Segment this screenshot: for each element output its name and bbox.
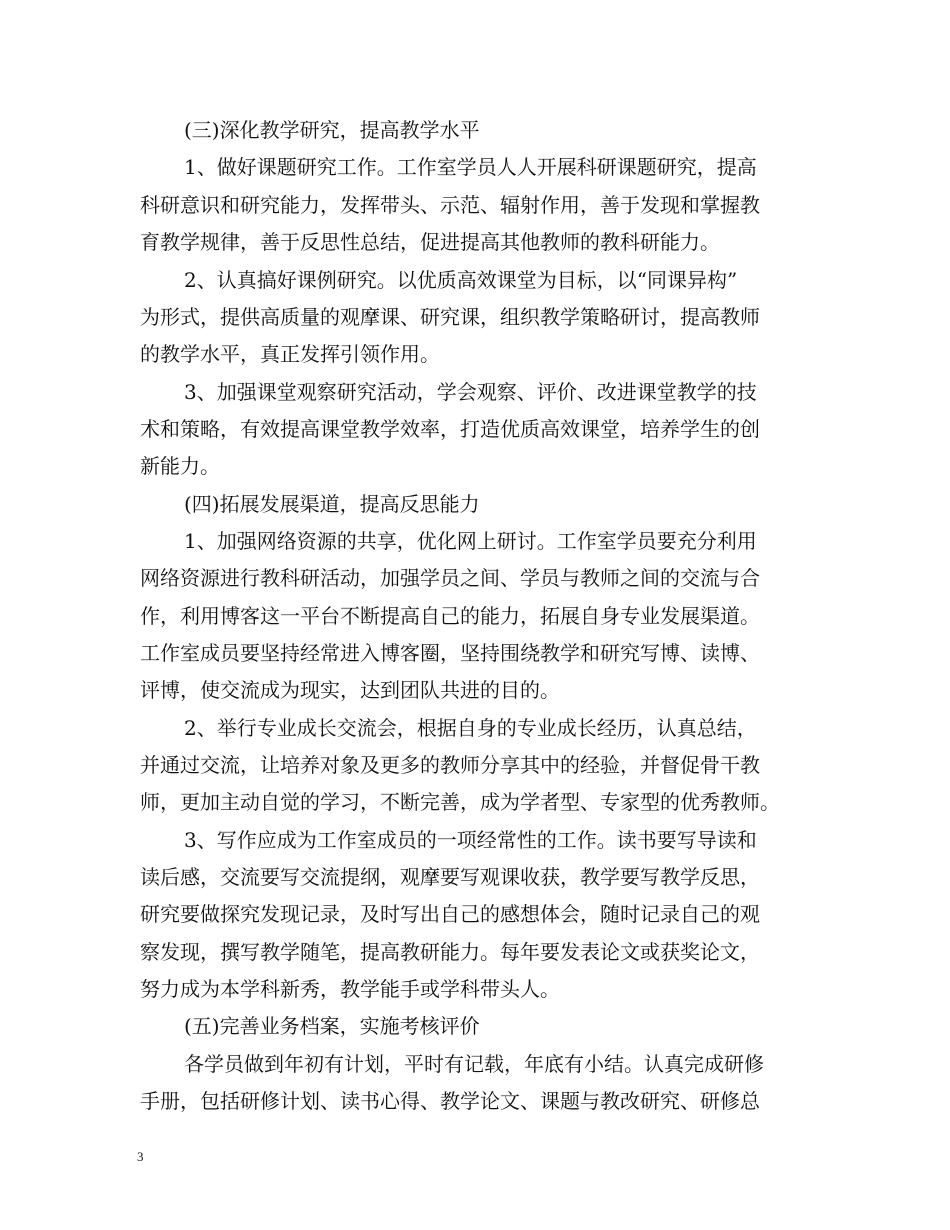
paragraph-line: 1、做好课题研究工作。工作室学员人人开展科研课题研究，提高	[184, 155, 757, 179]
paragraph-line: 育教学规律，善于反思性总结，促进提高其他教师的教科研能力。	[140, 230, 720, 254]
section-heading-4: (四)拓展发展渠道，提高反思能力	[184, 492, 480, 516]
paragraph-line: 作，利用博客这一平台不断提高自己的能力，拓展自身专业发展渠道。	[140, 604, 760, 628]
paragraph-line: 3、加强课堂观察研究活动，学会观察、评价、改进课堂教学的技	[184, 380, 757, 404]
section-heading-3: (三)深化教学研究，提高教学水平	[184, 118, 480, 142]
paragraph-line: 研究要做探究发现记录，及时写出自己的感想体会，随时记录自己的观	[140, 902, 760, 926]
paragraph-line: 评博，使交流成为现实，达到团队共进的目的。	[140, 678, 560, 702]
paragraph-line: 察发现，撰写教学随笔，提高教研能力。每年要发表论文或获奖论文，	[140, 940, 760, 964]
paragraph-line: 努力成为本学科新秀，教学能手或学科带头人。	[140, 977, 560, 1001]
paragraph-line: 2、举行专业成长交流会，根据自身的专业成长经历，认真总结，	[184, 716, 757, 740]
paragraph-line: 科研意识和研究能力，发挥带头、示范、辐射作用，善于发现和掌握教	[140, 193, 760, 217]
paragraph-line: 手册，包括研修计划、读书心得、教学论文、课题与教改研究、研修总	[140, 1089, 760, 1113]
paragraph-line: 读后感，交流要写交流提纲，观摩要写观课收获，教学要写教学反思，	[140, 865, 760, 889]
paragraph-line: 1、加强网络资源的共享，优化网上研讨。工作室学员要充分利用	[184, 529, 757, 553]
paragraph-line: 新能力。	[140, 454, 220, 478]
paragraph-line: 为形式，提供高质量的观摩课、研究课，组织教学策略研讨，提高教师	[140, 305, 760, 329]
paragraph-line: 并通过交流，让培养对象及更多的教师分享其中的经验，并督促骨干教	[140, 753, 760, 777]
paragraph-line: 2、认真搞好课例研究。以优质高效课堂为目标，以“同课异构”	[184, 268, 738, 292]
paragraph-line: 的教学水平，真正发挥引领作用。	[140, 342, 440, 366]
page-number: 3	[137, 1149, 144, 1164]
paragraph-line: 术和策略，有效提高课堂教学效率，打造优质高效课堂，培养学生的创	[140, 417, 760, 441]
section-heading-5: (五)完善业务档案，实施考核评价	[184, 1014, 480, 1038]
paragraph-line: 3、写作应成为工作室成员的一项经常性的工作。读书要写导读和	[184, 828, 757, 852]
paragraph-line: 网络资源进行教科研活动，加强学员之间、学员与教师之间的交流与合	[140, 566, 760, 590]
paragraph-line: 师，更加主动自觉的学习，不断完善，成为学者型、专家型的优秀教师。	[140, 790, 780, 814]
paragraph-line: 工作室成员要坚持经常进入博客圈，坚持围绕教学和研究写博、读博、	[140, 641, 760, 665]
paragraph-line: 各学员做到年初有计划，平时有记载，年底有小结。认真完成研修	[184, 1052, 764, 1076]
